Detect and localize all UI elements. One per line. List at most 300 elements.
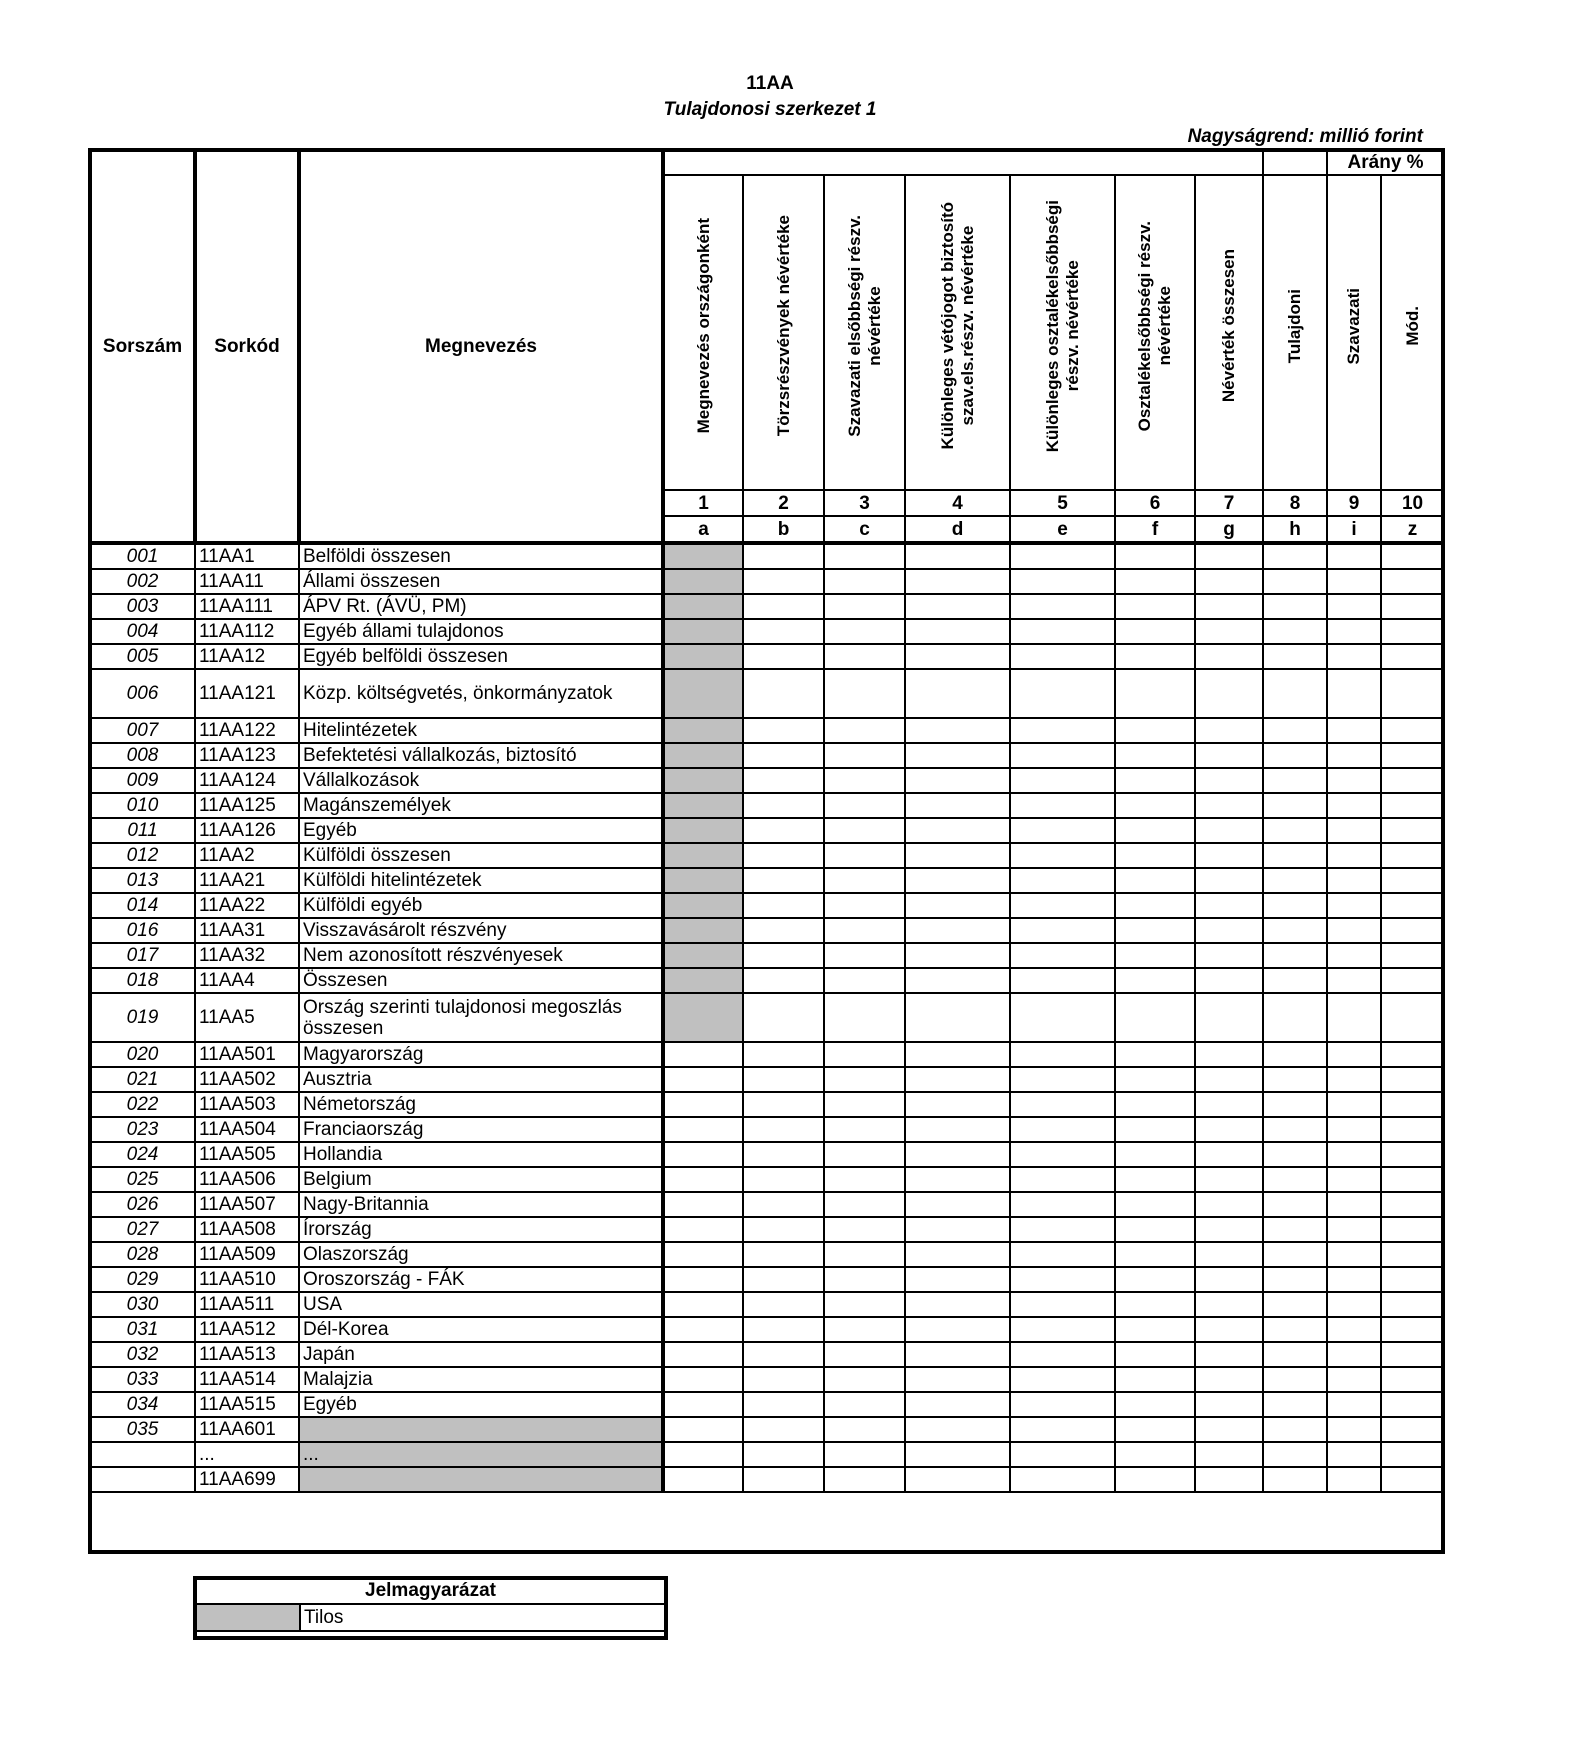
- input-cell[interactable]: [905, 743, 1010, 768]
- input-cell[interactable]: [1327, 644, 1381, 669]
- input-cell[interactable]: [1010, 993, 1115, 1042]
- input-cell[interactable]: [1195, 1092, 1263, 1117]
- input-cell[interactable]: [1327, 743, 1381, 768]
- input-cell[interactable]: [1010, 1042, 1115, 1067]
- input-cell[interactable]: [1381, 868, 1444, 893]
- input-cell[interactable]: [824, 743, 905, 768]
- input-cell[interactable]: [1381, 569, 1444, 594]
- input-cell[interactable]: [743, 943, 824, 968]
- input-cell[interactable]: [905, 619, 1010, 644]
- input-cell[interactable]: [1263, 1267, 1327, 1292]
- input-cell[interactable]: [1115, 1342, 1195, 1367]
- input-cell[interactable]: [1381, 968, 1444, 993]
- input-cell[interactable]: [743, 843, 824, 868]
- input-cell[interactable]: [1115, 968, 1195, 993]
- input-cell[interactable]: [1263, 843, 1327, 868]
- input-cell[interactable]: [824, 1142, 905, 1167]
- input-cell[interactable]: [824, 1417, 905, 1442]
- input-cell[interactable]: [1195, 569, 1263, 594]
- input-cell[interactable]: [824, 793, 905, 818]
- input-cell[interactable]: [1381, 644, 1444, 669]
- input-cell[interactable]: [743, 1117, 824, 1142]
- input-cell[interactable]: [905, 1442, 1010, 1467]
- input-cell[interactable]: [1263, 768, 1327, 793]
- input-cell[interactable]: [1195, 1217, 1263, 1242]
- input-cell[interactable]: [1195, 1317, 1263, 1342]
- input-cell[interactable]: [824, 1067, 905, 1092]
- input-cell[interactable]: [1115, 1467, 1195, 1492]
- input-cell[interactable]: [1327, 943, 1381, 968]
- input-cell[interactable]: [743, 793, 824, 818]
- input-cell[interactable]: [743, 718, 824, 743]
- input-cell[interactable]: [824, 1467, 905, 1492]
- input-cell[interactable]: [1195, 993, 1263, 1042]
- input-cell[interactable]: [1381, 543, 1444, 569]
- input-cell[interactable]: [1115, 1042, 1195, 1067]
- input-cell[interactable]: [743, 1192, 824, 1217]
- input-cell[interactable]: [1381, 1392, 1444, 1417]
- input-cell[interactable]: [905, 569, 1010, 594]
- input-cell[interactable]: [1327, 1067, 1381, 1092]
- input-cell[interactable]: [1327, 718, 1381, 743]
- input-cell[interactable]: [824, 893, 905, 918]
- input-cell[interactable]: [1115, 1267, 1195, 1292]
- input-cell[interactable]: [1327, 918, 1381, 943]
- input-cell[interactable]: [1010, 1092, 1115, 1117]
- input-cell[interactable]: [1381, 718, 1444, 743]
- input-cell[interactable]: [1263, 1142, 1327, 1167]
- input-cell[interactable]: [905, 1392, 1010, 1417]
- input-cell[interactable]: [1381, 1342, 1444, 1367]
- input-cell[interactable]: [743, 1092, 824, 1117]
- input-cell[interactable]: [1381, 1417, 1444, 1442]
- input-cell[interactable]: [1195, 1167, 1263, 1192]
- input-cell[interactable]: [1263, 793, 1327, 818]
- input-cell[interactable]: [1381, 818, 1444, 843]
- input-cell[interactable]: [1381, 843, 1444, 868]
- input-cell[interactable]: [743, 1417, 824, 1442]
- input-cell[interactable]: [1010, 644, 1115, 669]
- input-cell[interactable]: [905, 818, 1010, 843]
- input-cell[interactable]: [1115, 1117, 1195, 1142]
- input-cell[interactable]: [905, 543, 1010, 569]
- input-cell[interactable]: [905, 1292, 1010, 1317]
- input-cell[interactable]: [1327, 868, 1381, 893]
- input-cell[interactable]: [1010, 1267, 1115, 1292]
- input-cell[interactable]: [1327, 843, 1381, 868]
- input-cell[interactable]: [1381, 993, 1444, 1042]
- input-cell[interactable]: [824, 1267, 905, 1292]
- input-cell[interactable]: [663, 1367, 743, 1392]
- input-cell[interactable]: [905, 918, 1010, 943]
- input-cell[interactable]: [1263, 594, 1327, 619]
- input-cell[interactable]: [1327, 1117, 1381, 1142]
- input-cell[interactable]: [743, 644, 824, 669]
- input-cell[interactable]: [1263, 669, 1327, 718]
- input-cell[interactable]: [824, 1392, 905, 1417]
- input-cell[interactable]: [1327, 1317, 1381, 1342]
- input-cell[interactable]: [1195, 669, 1263, 718]
- input-cell[interactable]: [1381, 1467, 1444, 1492]
- input-cell[interactable]: [743, 1392, 824, 1417]
- input-cell[interactable]: [1327, 968, 1381, 993]
- input-cell[interactable]: [663, 1117, 743, 1142]
- input-cell[interactable]: [1263, 893, 1327, 918]
- input-cell[interactable]: [743, 1442, 824, 1467]
- input-cell[interactable]: [663, 1467, 743, 1492]
- input-cell[interactable]: [905, 1217, 1010, 1242]
- input-cell[interactable]: [743, 669, 824, 718]
- input-cell[interactable]: [743, 818, 824, 843]
- input-cell[interactable]: [1195, 1367, 1263, 1392]
- input-cell[interactable]: [1010, 868, 1115, 893]
- input-cell[interactable]: [824, 1342, 905, 1367]
- input-cell[interactable]: [1381, 768, 1444, 793]
- input-cell[interactable]: [743, 619, 824, 644]
- input-cell[interactable]: [743, 893, 824, 918]
- input-cell[interactable]: [1115, 818, 1195, 843]
- input-cell[interactable]: [1381, 1142, 1444, 1167]
- input-cell[interactable]: [824, 1192, 905, 1217]
- input-cell[interactable]: [1010, 1117, 1115, 1142]
- input-cell[interactable]: [905, 893, 1010, 918]
- input-cell[interactable]: [905, 1242, 1010, 1267]
- input-cell[interactable]: [1195, 918, 1263, 943]
- input-cell[interactable]: [1195, 619, 1263, 644]
- input-cell[interactable]: [1381, 1267, 1444, 1292]
- input-cell[interactable]: [1263, 1117, 1327, 1142]
- input-cell[interactable]: [743, 1142, 824, 1167]
- input-cell[interactable]: [1115, 943, 1195, 968]
- input-cell[interactable]: [743, 1342, 824, 1367]
- input-cell[interactable]: [1010, 1442, 1115, 1467]
- input-cell[interactable]: [905, 718, 1010, 743]
- input-cell[interactable]: [1115, 1317, 1195, 1342]
- input-cell[interactable]: [1010, 1392, 1115, 1417]
- input-cell[interactable]: [1010, 1367, 1115, 1392]
- input-cell[interactable]: [1263, 619, 1327, 644]
- input-cell[interactable]: [1195, 868, 1263, 893]
- input-cell[interactable]: [1327, 569, 1381, 594]
- input-cell[interactable]: [1327, 1142, 1381, 1167]
- input-cell[interactable]: [743, 868, 824, 893]
- input-cell[interactable]: [1115, 543, 1195, 569]
- input-cell[interactable]: [824, 1167, 905, 1192]
- input-cell[interactable]: [1381, 1317, 1444, 1342]
- input-cell[interactable]: [1195, 1342, 1263, 1367]
- input-cell[interactable]: [1195, 1392, 1263, 1417]
- input-cell[interactable]: [1010, 943, 1115, 968]
- input-cell[interactable]: [1263, 1192, 1327, 1217]
- input-cell[interactable]: [1115, 1192, 1195, 1217]
- input-cell[interactable]: [824, 868, 905, 893]
- input-cell[interactable]: [824, 918, 905, 943]
- input-cell[interactable]: [1381, 1042, 1444, 1067]
- input-cell[interactable]: [905, 1417, 1010, 1442]
- input-cell[interactable]: [1010, 918, 1115, 943]
- input-cell[interactable]: [1263, 1367, 1327, 1392]
- input-cell[interactable]: [743, 1167, 824, 1192]
- input-cell[interactable]: [824, 718, 905, 743]
- input-cell[interactable]: [1115, 918, 1195, 943]
- input-cell[interactable]: [1010, 669, 1115, 718]
- input-cell[interactable]: [1010, 1417, 1115, 1442]
- input-cell[interactable]: [905, 1467, 1010, 1492]
- input-cell[interactable]: [1381, 594, 1444, 619]
- input-cell[interactable]: [1327, 1042, 1381, 1067]
- input-cell[interactable]: [1263, 1317, 1327, 1342]
- input-cell[interactable]: [1195, 793, 1263, 818]
- input-cell[interactable]: [1115, 1092, 1195, 1117]
- input-cell[interactable]: [1195, 1142, 1263, 1167]
- input-cell[interactable]: [1115, 1142, 1195, 1167]
- input-cell[interactable]: [824, 669, 905, 718]
- input-cell[interactable]: [1327, 1217, 1381, 1242]
- input-cell[interactable]: [1381, 1067, 1444, 1092]
- input-cell[interactable]: [824, 594, 905, 619]
- input-cell[interactable]: [743, 1217, 824, 1242]
- input-cell[interactable]: [1115, 868, 1195, 893]
- input-cell[interactable]: [1195, 768, 1263, 793]
- input-cell[interactable]: [663, 1417, 743, 1442]
- input-cell[interactable]: [1327, 1292, 1381, 1317]
- input-cell[interactable]: [1010, 619, 1115, 644]
- input-cell[interactable]: [1263, 968, 1327, 993]
- input-cell[interactable]: [1115, 1417, 1195, 1442]
- input-cell[interactable]: [824, 1042, 905, 1067]
- input-cell[interactable]: [1115, 893, 1195, 918]
- input-cell[interactable]: [743, 743, 824, 768]
- input-cell[interactable]: [743, 1042, 824, 1067]
- input-cell[interactable]: [663, 1142, 743, 1167]
- input-cell[interactable]: [1263, 718, 1327, 743]
- input-cell[interactable]: [1010, 768, 1115, 793]
- input-cell[interactable]: [743, 569, 824, 594]
- input-cell[interactable]: [905, 644, 1010, 669]
- input-cell[interactable]: [824, 968, 905, 993]
- input-cell[interactable]: [743, 993, 824, 1042]
- input-cell[interactable]: [1115, 1392, 1195, 1417]
- input-cell[interactable]: [1195, 968, 1263, 993]
- input-cell[interactable]: [1381, 1242, 1444, 1267]
- input-cell[interactable]: [905, 1267, 1010, 1292]
- input-cell[interactable]: [1010, 1192, 1115, 1217]
- input-cell[interactable]: [824, 1442, 905, 1467]
- input-cell[interactable]: [1195, 718, 1263, 743]
- input-cell[interactable]: [1115, 718, 1195, 743]
- input-cell[interactable]: [1327, 893, 1381, 918]
- input-cell[interactable]: [1381, 1292, 1444, 1317]
- input-cell[interactable]: [1115, 644, 1195, 669]
- input-cell[interactable]: [1010, 1342, 1115, 1367]
- input-cell[interactable]: [663, 1342, 743, 1367]
- input-cell[interactable]: [905, 1317, 1010, 1342]
- input-cell[interactable]: [1263, 1042, 1327, 1067]
- input-cell[interactable]: [824, 644, 905, 669]
- input-cell[interactable]: [1381, 893, 1444, 918]
- input-cell[interactable]: [1327, 768, 1381, 793]
- input-cell[interactable]: [824, 1317, 905, 1342]
- input-cell[interactable]: [1010, 1217, 1115, 1242]
- input-cell[interactable]: [1263, 1067, 1327, 1092]
- input-cell[interactable]: [824, 818, 905, 843]
- input-cell[interactable]: [905, 843, 1010, 868]
- input-cell[interactable]: [905, 669, 1010, 718]
- input-cell[interactable]: [1263, 1092, 1327, 1117]
- input-cell[interactable]: [1327, 993, 1381, 1042]
- input-cell[interactable]: [1263, 1392, 1327, 1417]
- input-cell[interactable]: [1195, 1192, 1263, 1217]
- input-cell[interactable]: [1381, 669, 1444, 718]
- input-cell[interactable]: [1010, 1142, 1115, 1167]
- input-cell[interactable]: [1195, 1292, 1263, 1317]
- input-cell[interactable]: [1010, 569, 1115, 594]
- input-cell[interactable]: [1115, 1367, 1195, 1392]
- input-cell[interactable]: [1010, 843, 1115, 868]
- input-cell[interactable]: [1010, 1242, 1115, 1267]
- input-cell[interactable]: [824, 543, 905, 569]
- input-cell[interactable]: [1010, 743, 1115, 768]
- input-cell[interactable]: [663, 1192, 743, 1217]
- input-cell[interactable]: [905, 1042, 1010, 1067]
- input-cell[interactable]: [905, 1342, 1010, 1367]
- input-cell[interactable]: [905, 868, 1010, 893]
- input-cell[interactable]: [1327, 1092, 1381, 1117]
- input-cell[interactable]: [824, 1367, 905, 1392]
- input-cell[interactable]: [1115, 1067, 1195, 1092]
- input-cell[interactable]: [663, 1042, 743, 1067]
- input-cell[interactable]: [1327, 1392, 1381, 1417]
- input-cell[interactable]: [824, 993, 905, 1042]
- input-cell[interactable]: [663, 1217, 743, 1242]
- input-cell[interactable]: [1115, 594, 1195, 619]
- input-cell[interactable]: [1195, 843, 1263, 868]
- input-cell[interactable]: [905, 1092, 1010, 1117]
- input-cell[interactable]: [905, 1192, 1010, 1217]
- input-cell[interactable]: [743, 1067, 824, 1092]
- input-cell[interactable]: [1115, 569, 1195, 594]
- input-cell[interactable]: [1115, 993, 1195, 1042]
- input-cell[interactable]: [1195, 893, 1263, 918]
- input-cell[interactable]: [1195, 943, 1263, 968]
- input-cell[interactable]: [1263, 1217, 1327, 1242]
- input-cell[interactable]: [1115, 843, 1195, 868]
- input-cell[interactable]: [1010, 1317, 1115, 1342]
- input-cell[interactable]: [1195, 594, 1263, 619]
- input-cell[interactable]: [1381, 743, 1444, 768]
- input-cell[interactable]: [1381, 1167, 1444, 1192]
- input-cell[interactable]: [1263, 1342, 1327, 1367]
- input-cell[interactable]: [1010, 594, 1115, 619]
- input-cell[interactable]: [1381, 1092, 1444, 1117]
- input-cell[interactable]: [743, 1292, 824, 1317]
- input-cell[interactable]: [1010, 543, 1115, 569]
- input-cell[interactable]: [824, 1117, 905, 1142]
- input-cell[interactable]: [1195, 543, 1263, 569]
- input-cell[interactable]: [1115, 1442, 1195, 1467]
- input-cell[interactable]: [1381, 943, 1444, 968]
- input-cell[interactable]: [1263, 644, 1327, 669]
- input-cell[interactable]: [1115, 768, 1195, 793]
- input-cell[interactable]: [1010, 893, 1115, 918]
- input-cell[interactable]: [1115, 619, 1195, 644]
- input-cell[interactable]: [663, 1317, 743, 1342]
- input-cell[interactable]: [1010, 1467, 1115, 1492]
- input-cell[interactable]: [1115, 1167, 1195, 1192]
- input-cell[interactable]: [1195, 1467, 1263, 1492]
- input-cell[interactable]: [1263, 943, 1327, 968]
- input-cell[interactable]: [1327, 1192, 1381, 1217]
- input-cell[interactable]: [663, 1392, 743, 1417]
- input-cell[interactable]: [905, 993, 1010, 1042]
- input-cell[interactable]: [1010, 793, 1115, 818]
- input-cell[interactable]: [743, 1467, 824, 1492]
- input-cell[interactable]: [1263, 1417, 1327, 1442]
- input-cell[interactable]: [1115, 669, 1195, 718]
- input-cell[interactable]: [1010, 818, 1115, 843]
- input-cell[interactable]: [1381, 1192, 1444, 1217]
- input-cell[interactable]: [1195, 818, 1263, 843]
- input-cell[interactable]: [743, 968, 824, 993]
- input-cell[interactable]: [824, 1217, 905, 1242]
- input-cell[interactable]: [905, 1167, 1010, 1192]
- input-cell[interactable]: [1381, 918, 1444, 943]
- input-cell[interactable]: [905, 1142, 1010, 1167]
- input-cell[interactable]: [1010, 1067, 1115, 1092]
- input-cell[interactable]: [1115, 793, 1195, 818]
- input-cell[interactable]: [1195, 1117, 1263, 1142]
- input-cell[interactable]: [1263, 743, 1327, 768]
- input-cell[interactable]: [905, 1367, 1010, 1392]
- input-cell[interactable]: [743, 1367, 824, 1392]
- input-cell[interactable]: [1327, 1267, 1381, 1292]
- input-cell[interactable]: [1263, 569, 1327, 594]
- input-cell[interactable]: [1263, 818, 1327, 843]
- input-cell[interactable]: [1327, 619, 1381, 644]
- input-cell[interactable]: [1195, 1442, 1263, 1467]
- input-cell[interactable]: [824, 1092, 905, 1117]
- input-cell[interactable]: [824, 1242, 905, 1267]
- input-cell[interactable]: [1327, 669, 1381, 718]
- input-cell[interactable]: [1263, 1292, 1327, 1317]
- input-cell[interactable]: [663, 1092, 743, 1117]
- input-cell[interactable]: [1327, 594, 1381, 619]
- input-cell[interactable]: [905, 793, 1010, 818]
- input-cell[interactable]: [1263, 543, 1327, 569]
- input-cell[interactable]: [1327, 1417, 1381, 1442]
- input-cell[interactable]: [1010, 968, 1115, 993]
- input-cell[interactable]: [1115, 1217, 1195, 1242]
- input-cell[interactable]: [824, 619, 905, 644]
- input-cell[interactable]: [1263, 868, 1327, 893]
- input-cell[interactable]: [743, 918, 824, 943]
- input-cell[interactable]: [1263, 918, 1327, 943]
- input-cell[interactable]: [1327, 818, 1381, 843]
- input-cell[interactable]: [743, 1267, 824, 1292]
- input-cell[interactable]: [1263, 1242, 1327, 1267]
- input-cell[interactable]: [1115, 743, 1195, 768]
- input-cell[interactable]: [1327, 543, 1381, 569]
- input-cell[interactable]: [663, 1267, 743, 1292]
- input-cell[interactable]: [824, 1292, 905, 1317]
- input-cell[interactable]: [1263, 993, 1327, 1042]
- input-cell[interactable]: [663, 1292, 743, 1317]
- input-cell[interactable]: [1195, 1042, 1263, 1067]
- input-cell[interactable]: [1327, 1442, 1381, 1467]
- input-cell[interactable]: [1327, 1367, 1381, 1392]
- input-cell[interactable]: [905, 1067, 1010, 1092]
- input-cell[interactable]: [1381, 793, 1444, 818]
